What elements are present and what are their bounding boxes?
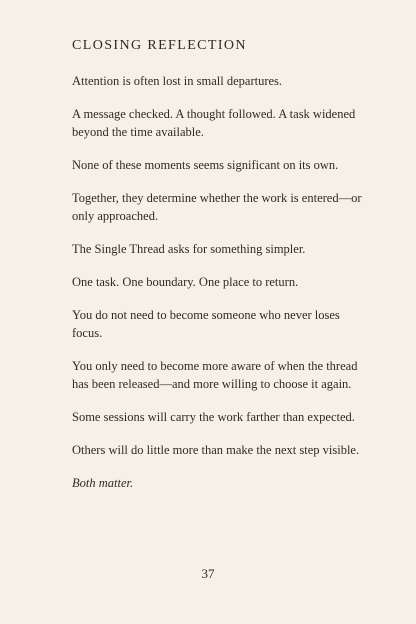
paragraph-11: Both matter.	[72, 476, 134, 490]
paragraph-10: Others will do little more than make the next step visible.	[72, 443, 360, 457]
paragraph-8: You only need to become more aware of when the thread has been released—and more willing to choose it again.	[72, 359, 358, 391]
paragraph-1: Attention is often lost in small departures.	[72, 74, 283, 88]
paragraph-2: A message checked. A thought followed. A task widened beyond the time available.	[72, 107, 356, 139]
page-content	[72, 38, 364, 507]
paragraph-9: Some sessions will carry the work farther than expected.	[72, 410, 355, 424]
page-number: 37	[201, 566, 215, 581]
paragraph-5: The Single Thread asks for something simpler.	[72, 242, 306, 256]
paragraph-7: You do not need to become someone who never loses focus.	[72, 308, 340, 340]
page-title: CLOSING REFLECTION	[72, 38, 247, 53]
paragraph-4: Together, they determine whether the work is entered—or only approached.	[72, 191, 362, 223]
paragraph-3: None of these moments seems significant on its own.	[72, 158, 339, 172]
paragraph-6: One task. One boundary. One place to return.	[72, 275, 299, 289]
